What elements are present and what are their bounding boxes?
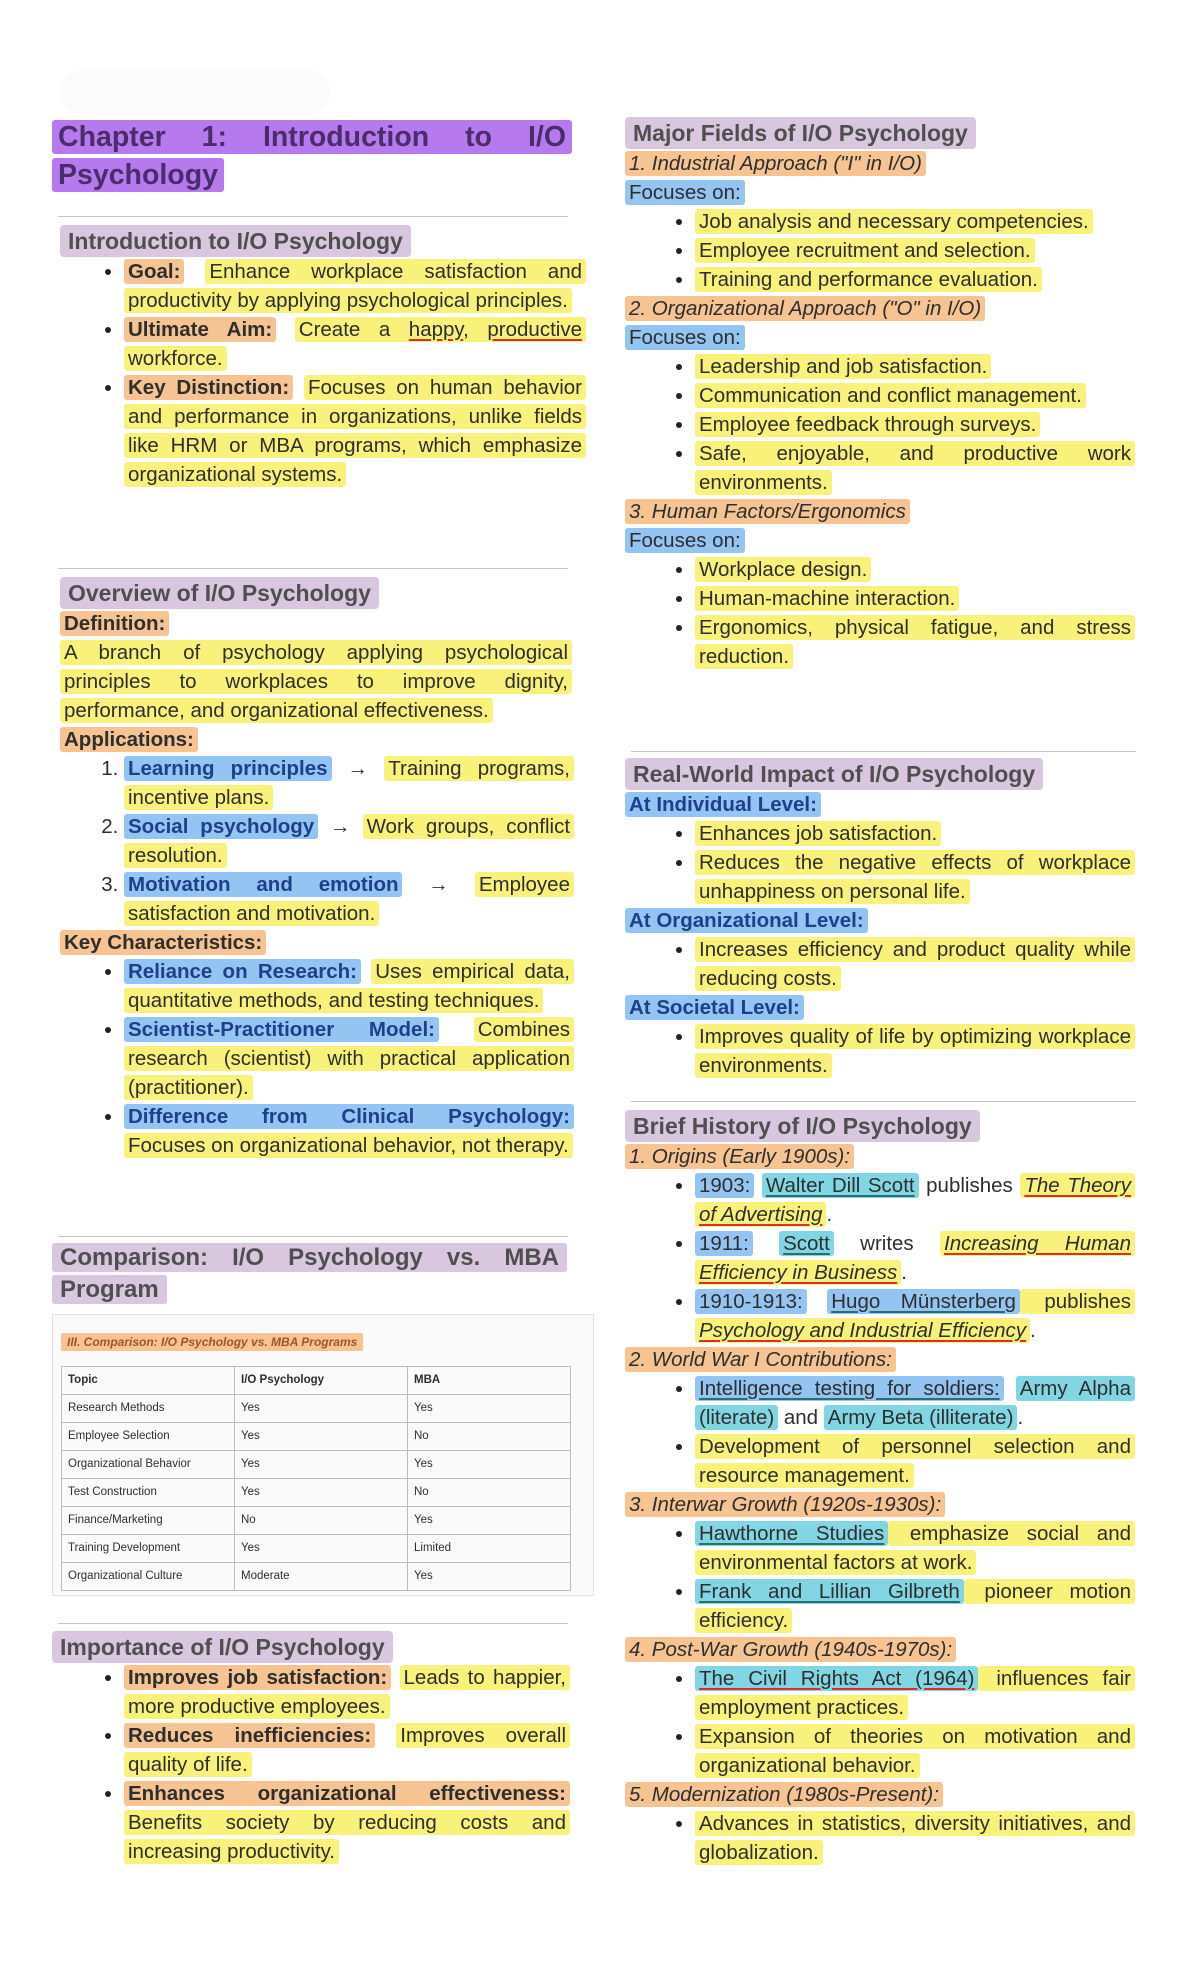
chapter-title: Chapter 1: Introduction to I/O Psychology [52, 118, 572, 194]
field-list [625, 207, 1135, 294]
importance-list [52, 1663, 570, 1866]
divider [58, 216, 568, 217]
comparison-heading: Comparison: I/O Psychology vs. MBA Program [52, 1243, 567, 1304]
divider [58, 1623, 568, 1624]
divider [631, 1101, 1136, 1102]
comparison-table [61, 1366, 571, 1591]
divider [58, 1236, 568, 1237]
list-item: • Intelligence testing for soldiers: Army Alpha (literate) and Army Beta (illiterate) . [695, 1374, 1135, 1432]
list-item: • Employee feedback through surveys. [695, 410, 1135, 439]
history-heading: Brief History of I/O Psychology [625, 1110, 980, 1142]
definition-label: Definition: [60, 611, 169, 636]
table-header: I/O Psychology [235, 1367, 408, 1395]
list-item: • Reliance on Research: Uses empirical data, quantitative methods, and testing techniques. [124, 957, 574, 1015]
list-item: • Increases efficiency and product quality while reducing costs. [695, 935, 1135, 993]
applications-list [60, 754, 574, 928]
list-item: • Workplace design. [695, 555, 1135, 584]
importance-heading: Importance of I/O Psychology [52, 1631, 393, 1663]
list-item: • Communication and conflict management. [695, 381, 1135, 410]
comparison-section [52, 1242, 572, 1596]
focuses-label: Focuses on: [625, 325, 745, 350]
divider [631, 751, 1136, 752]
focuses-label: Focuses on: [625, 528, 745, 553]
list-item: • Development of personnel selection and resource management. [695, 1432, 1135, 1490]
field-list [625, 555, 1135, 671]
importance-section [52, 1631, 576, 1866]
history-section [625, 1110, 1145, 1867]
list-item: • Frank and Lillian Gilbreth pioneer motion efficiency. [695, 1577, 1135, 1635]
impact-section [625, 758, 1145, 1080]
list-item: • Training and performance evaluation. [695, 265, 1135, 294]
characteristics-list [60, 957, 574, 1160]
field-title: 2. Organizational Approach ("O" in I/O) [625, 296, 985, 321]
list-item: • Reduces inefficiencies: Improves overall quality of life. [124, 1721, 570, 1779]
list-item: • 1911: Scott writes Increasing Human Efficiency in Business . [695, 1229, 1135, 1287]
table-row: Organizational Culture Moderate Yes [62, 1563, 571, 1591]
era-title: 5. Modernization (1980s-Present): [625, 1782, 943, 1807]
table-row: Training Development Yes Limited [62, 1535, 571, 1563]
list-item: • Improves quality of life by optimizing workplace environments. [695, 1022, 1135, 1080]
divider [58, 568, 568, 569]
field-title: 1. Industrial Approach ("I" in I/O) [625, 151, 926, 176]
list-item: • Ultimate Aim: Create a happy, productive workforce. [124, 315, 586, 373]
list-item: • 1903: Walter Dill Scott publishes The Theory of Advertising . [695, 1171, 1135, 1229]
era-title: 3. Interwar Growth (1920s-1930s): [625, 1492, 945, 1517]
impact-list [625, 1022, 1135, 1080]
modern-list [625, 1809, 1135, 1867]
intro-section [60, 225, 580, 489]
list-item: • Improves job satisfaction: Leads to happier, more productive employees. [124, 1663, 570, 1721]
list-item: 2. Social psychology → Work groups, conflict resolution. [124, 812, 574, 870]
definition-text: A branch of psychology applying psychological principles to workplaces to improve dignity, performance, and organizational effectiveness. [60, 640, 572, 723]
impact-heading: Real-World Impact of I/O Psychology [625, 758, 1043, 790]
interwar-list [625, 1519, 1135, 1635]
list-item: • Ergonomics, physical fatigue, and stress reduction. [695, 613, 1135, 671]
origins-list [625, 1171, 1135, 1345]
list-item: • 1910-1913: Hugo Münsterberg publishes Psychology and Industrial Efficiency . [695, 1287, 1135, 1345]
list-item: • Expansion of theories on motivation and organizational behavior. [695, 1722, 1135, 1780]
faint-logo-blob [60, 70, 330, 114]
overview-heading: Overview of I/O Psychology [60, 577, 379, 609]
list-item: • Safe, enjoyable, and productive work environments. [695, 439, 1135, 497]
list-item: 3. Motivation and emotion → Employee satisfaction and motivation. [124, 870, 574, 928]
list-item: • Hawthorne Studies emphasize social and environmental factors at work. [695, 1519, 1135, 1577]
era-title: 1. Origins (Early 1900s): [625, 1144, 854, 1169]
impact-list [625, 935, 1135, 993]
level-label: At Organizational Level: [625, 908, 868, 933]
postwar-list [625, 1664, 1135, 1780]
list-item: • Difference from Clinical Psychology: Focuses on organizational behavior, not therapy. [124, 1102, 574, 1160]
era-title: 2. World War I Contributions: [625, 1347, 896, 1372]
table-header: MBA [408, 1367, 571, 1395]
fields-heading: Major Fields of I/O Psychology [625, 117, 976, 149]
focuses-label: Focuses on: [625, 180, 745, 205]
list-item: • Job analysis and necessary competencies. [695, 207, 1135, 236]
characteristics-label: Key Characteristics: [60, 930, 266, 955]
ww1-list [625, 1374, 1135, 1490]
fields-section [625, 117, 1145, 671]
intro-list [60, 257, 586, 489]
impact-list [625, 819, 1135, 906]
table-caption: III. Comparison: I/O Psychology vs. MBA Programs [61, 1333, 363, 1351]
level-label: At Individual Level: [625, 792, 821, 817]
overview-section [60, 577, 574, 1160]
list-item: • Employee recruitment and selection. [695, 236, 1135, 265]
list-item: • Enhances job satisfaction. [695, 819, 1135, 848]
list-item: • Advances in statistics, diversity initiatives, and globalization. [695, 1809, 1135, 1867]
level-label: At Societal Level: [625, 995, 804, 1020]
list-item: • Human-machine interaction. [695, 584, 1135, 613]
field-list [625, 352, 1135, 497]
list-item: • The Civil Rights Act (1964) influences fair employment practices. [695, 1664, 1135, 1722]
list-item: • Reduces the negative effects of workplace unhappiness on personal life. [695, 848, 1135, 906]
intro-heading: Introduction to I/O Psychology [60, 225, 411, 257]
table-row: Finance/Marketing No Yes [62, 1507, 571, 1535]
list-item: • Key Distinction: Focuses on human behavior and performance in organizations, unlike fields like HRM or MBA programs, which emphasize organizational systems. [124, 373, 586, 489]
table-header-row [62, 1367, 571, 1395]
list-item: • Enhances organizational effectiveness: Benefits society by reducing costs and increasing productivity. [124, 1779, 570, 1866]
comparison-table-card [52, 1314, 594, 1596]
list-item: • Goal: Enhance workplace satisfaction and productivity by applying psychological principles. [124, 257, 586, 315]
list-item: • Scientist-Practitioner Model: Combines research (scientist) with practical application (practitioner). [124, 1015, 574, 1102]
list-item: • Leadership and job satisfaction. [695, 352, 1135, 381]
table-row: Test Construction Yes No [62, 1479, 571, 1507]
table-row: Research Methods Yes Yes [62, 1395, 571, 1423]
applications-label: Applications: [60, 727, 198, 752]
era-title: 4. Post-War Growth (1940s-1970s): [625, 1637, 956, 1662]
field-title: 3. Human Factors/Ergonomics [625, 499, 910, 524]
table-header: Topic [62, 1367, 235, 1395]
list-item: 1. Learning principles → Training programs, incentive plans. [124, 754, 574, 812]
table-row: Employee Selection Yes No [62, 1423, 571, 1451]
table-row: Organizational Behavior Yes Yes [62, 1451, 571, 1479]
